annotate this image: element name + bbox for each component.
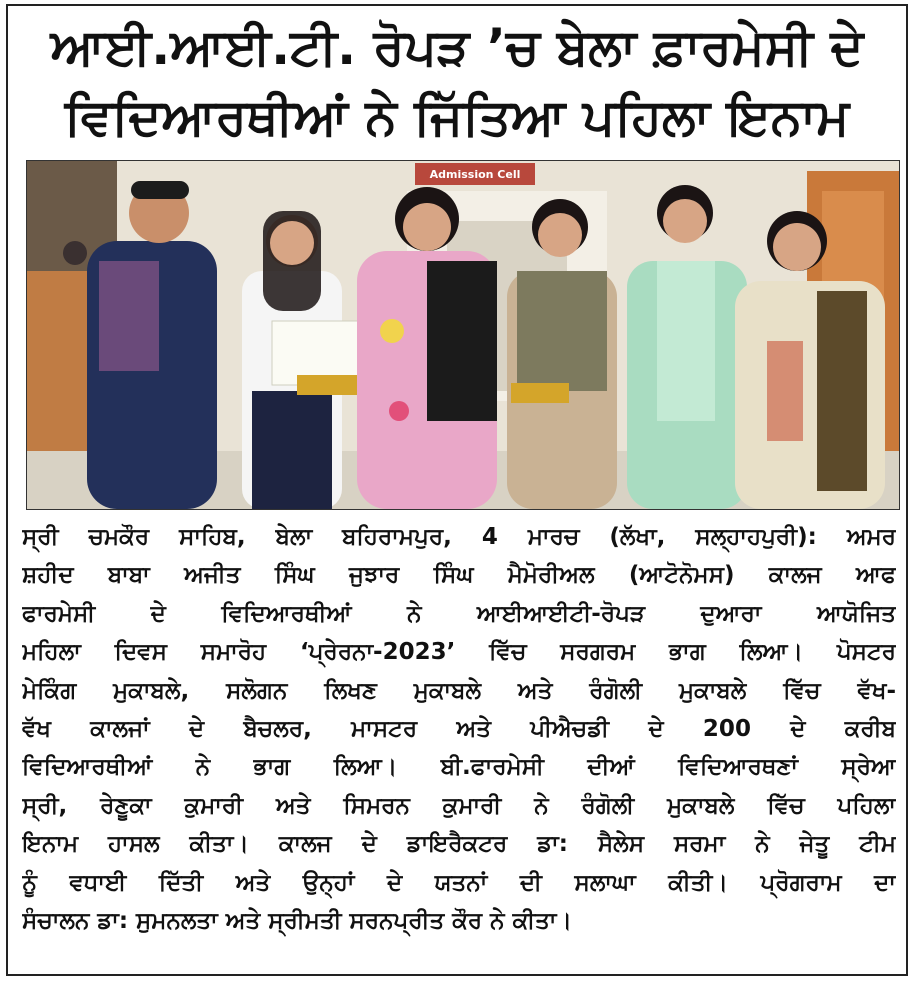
headline-line-1: ਆਈ.ਆਈ.ਟੀ. ਰੋਪੜ ’ਚ ਬੇਲਾ ਫ਼ਾਰਮੇਸੀ ਦੇ — [50, 18, 864, 76]
article-line-10: ਨੂੰ ਵਧਾਈ ਦਿੱਤੀ ਅਤੇ ਉਨ੍ਹਾਂ ਦੇ ਯਤਨਾਂ ਦੀ ਸਲਾਘਾ ਕੀਤੀ। ਪ੍ਰੋਗਰਾਮ ਦਾ — [22, 869, 896, 896]
headline-line-2: ਵਿਦਿਆਰਥੀਆਂ ਨੇ ਜਿੱਤਿਆ ਪਹਿਲਾ ਇਨਾਮ — [64, 88, 850, 146]
photo-background-person — [63, 241, 87, 265]
headline — [8, 6, 906, 158]
article-line-9: ਇਨਾਮ ਹਾਸਲ ਕੀਤਾ। ਕਾਲਜ ਦੇ ਡਾਇਰੈਕਟਰ ਡਾ: ਸੈਲੇਸ ਸਰਮਾ ਨੇ ਜੇਤੂ ਟੀਮ — [22, 831, 896, 858]
photo-illustration — [27, 161, 899, 509]
article-line-6: ਵੱਖ ਕਾਲਜਾਂ ਦੇ ਬੈਚਲਰ, ਮਾਸਟਰ ਅਤੇ ਪੀਐਚਡੀ ਦੇ 200 ਦੇ ਕਰੀਬ — [22, 716, 896, 743]
article-line-7: ਵਿਦਿਆਰਥੀਆਂ ਨੇ ਭਾਗ ਲਿਆ। ਬੀ.ਫਾਰਮੇਸੀ ਦੀਆਂ ਵਿਦਿਆਰਥਣਾਂ ਸ੍ਰੇਆ — [22, 754, 896, 781]
news-clipping — [6, 4, 908, 976]
article-line-1: ਸ੍ਰੀ ਚਮਕੌਰ ਸਾਹਿਬ, ਬੇਲਾ ਬਹਿਰਾਮਪੁਰ, 4 ਮਾਰਚ (ਲੱਖਾ, ਸਲ੍ਹਾਹਪੁਰੀ): ਅਮਰ — [22, 524, 896, 550]
article-line-8: ਸ੍ਰੀ, ਰੇਣੂਕਾ ਕੁਮਾਰੀ ਅਤੇ ਸਿਮਰਨ ਕੁਮਾਰੀ ਨੇ ਰੰਗੋਲੀ ਮੁਕਾਬਲੇ ਵਿੱਚ ਪਹਿਲਾ — [22, 792, 896, 819]
article-line-3: ਫਾਰਮੇਸੀ ਦੇ ਵਿਦਿਆਰਥੀਆਂ ਨੇ ਆਈਆਈਟੀ-ਰੋਪੜ ਦੁਆਰਾ ਆਯੋਜਿਤ — [22, 600, 896, 627]
photo-sign-text: Admission Cell — [429, 168, 521, 181]
article-body — [22, 518, 896, 940]
news-photo — [26, 160, 900, 510]
article-line-2: ਸ਼ਹੀਦ ਬਾਬਾ ਅਜੀਤ ਸਿੰਘ ਜੁਝਾਰ ਸਿੰਘ ਮੈਮੋਰੀਅਲ (ਆਟੋਨੋਮਸ) ਕਾਲਜ ਆਫ — [22, 562, 896, 589]
photo-left-counter — [27, 271, 87, 451]
article-line-5: ਮੇਕਿੰਗ ਮੁਕਾਬਲੇ, ਸਲੋਗਨ ਲਿਖਣ ਮੁਕਾਬਲੇ ਅਤੇ ਰੰਗੋਲੀ ਮੁਕਾਬਲੇ ਵਿੱਚ ਵੱਖ- — [22, 677, 896, 704]
article-line-11: ਸੰਚਾਲਨ ਡਾ: ਸੁਮਨਲਤਾ ਅਤੇ ਸ੍ਰੀਮਤੀ ਸਰਨਪ੍ਰੀਤ ਕੌਰ ਨੇ ਕੀਤਾ। — [22, 908, 572, 935]
article-line-4: ਮਹਿਲਾ ਦਿਵਸ ਸਮਾਰੋਹ ‘ਪ੍ਰੇਰਨਾ-2023’ ਵਿੱਚ ਸਰਗਰਮ ਭਾਗ ਲਿਆ। ਪੋਸਟਰ — [22, 639, 896, 666]
